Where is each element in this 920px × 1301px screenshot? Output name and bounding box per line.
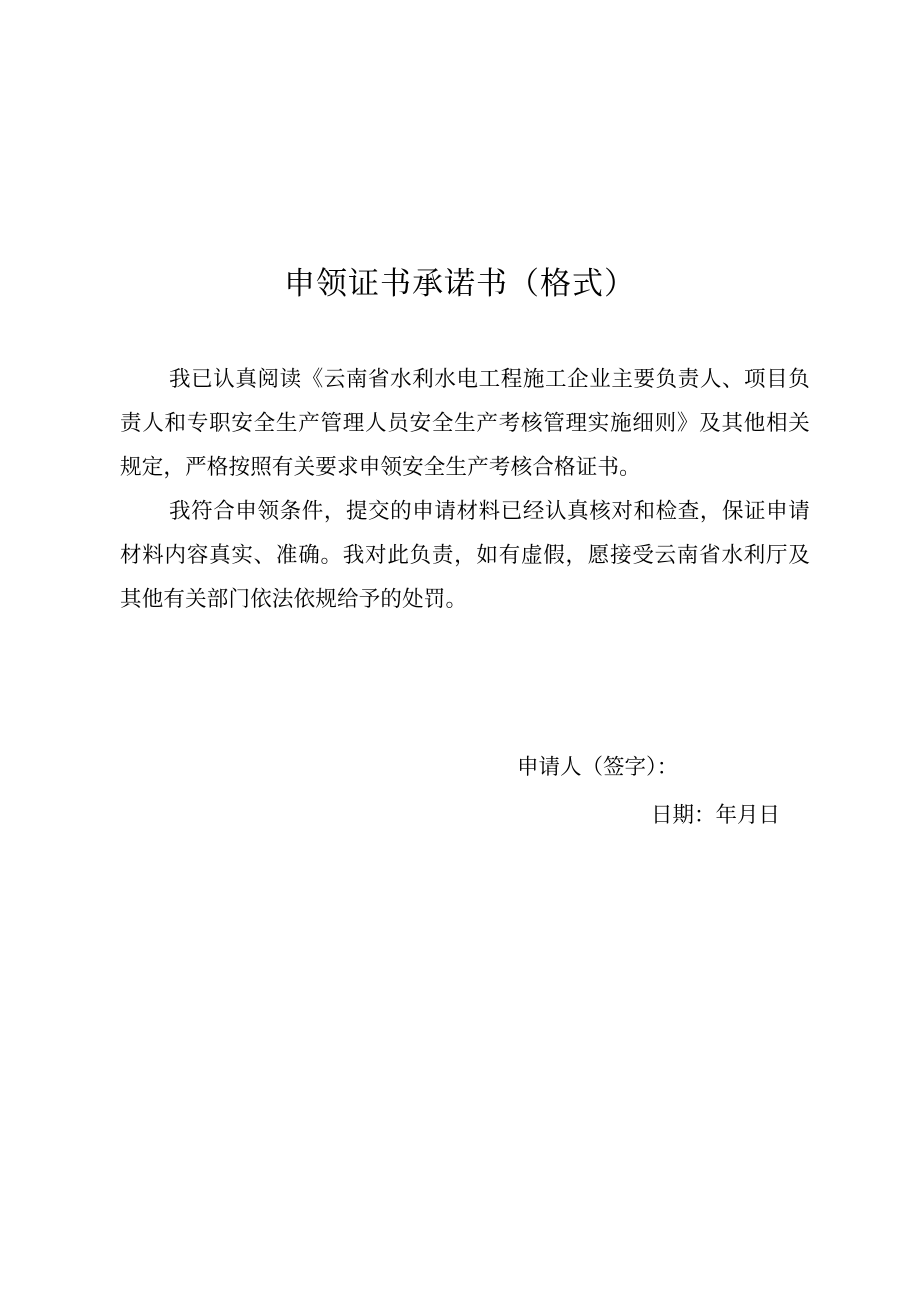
paragraph-reading-statement: 我已认真阅读《云南省水利水电工程施工企业主要负责人、项目负责人和专职安全生产管理人员安全生产考核管理实施细则》及其他相关规定，严格按照有关要求申领安全生产考核合格证书。 (120, 367, 810, 480)
paragraph-commitment-statement: 我符合申领条件，提交的申请材料已经认真核对和检查，保证申请材料内容真实、准确。我对此负责，如有虚假，愿接受云南省水利厅及其他有关部门依法依规给予的处罚。 (120, 499, 810, 612)
document-body (120, 358, 810, 622)
applicant-signature-label: 申请人（签字）： (517, 755, 679, 780)
document-title: 申领证书承诺书（格式） (284, 266, 636, 302)
date-label: 日期：年月日 (651, 803, 781, 828)
